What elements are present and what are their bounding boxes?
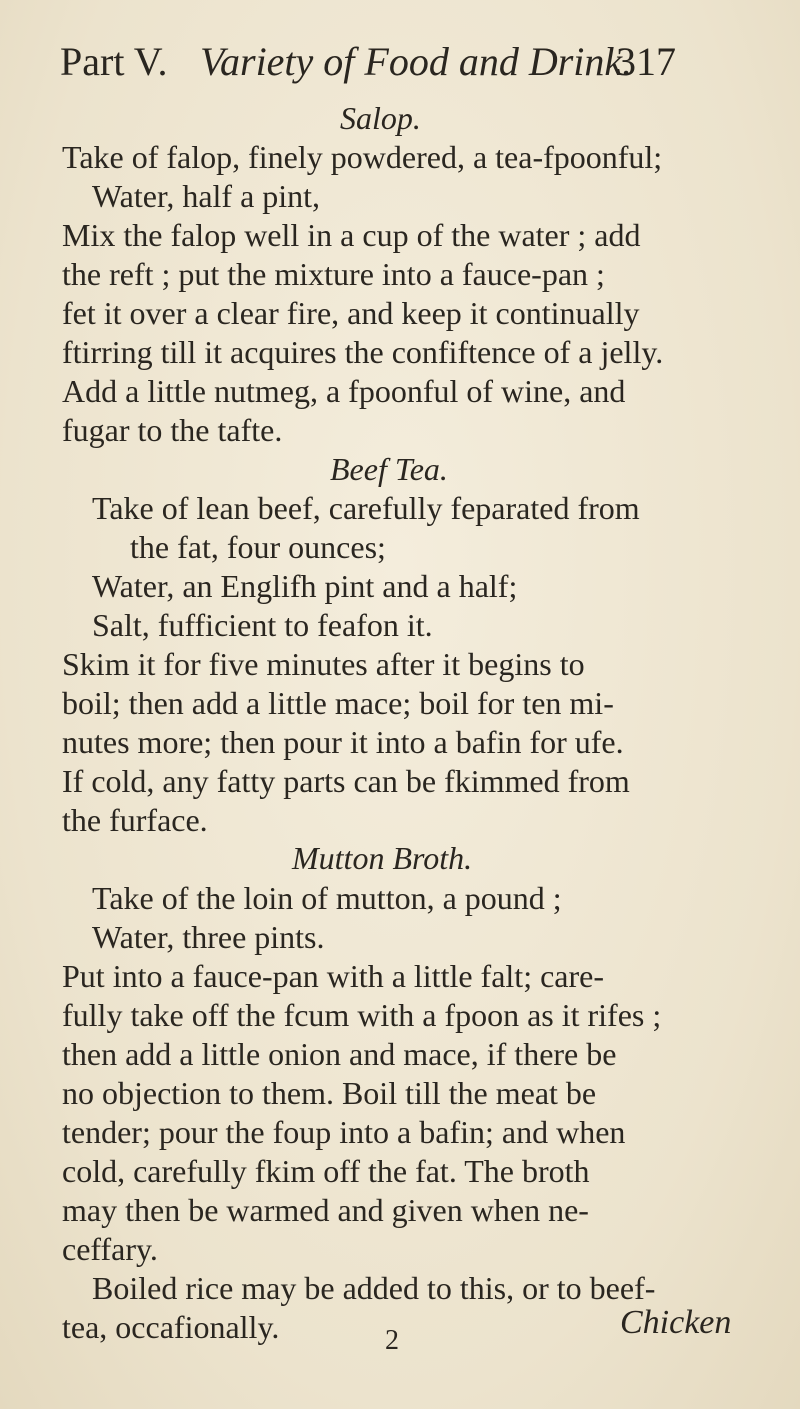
section-heading-beef-tea: Beef Tea. [330,451,448,487]
text-line: Water, half a pint, [92,178,321,214]
text-line: then add a little onion and mace, if there be [62,1036,617,1072]
text-line: may then be warmed and given when ne- [62,1192,589,1228]
text-line: Skim it for five minutes after it begins to [62,646,585,682]
text-line: the furface. [62,802,208,838]
text-line: Salt, fufficient to feafon it. [92,607,433,643]
text-line: Water, an Englifh pint and a half; [92,568,518,604]
section-heading-salop: Salop. [340,100,421,136]
text-line: no objection to them. Boil till the meat be [62,1075,597,1111]
page-number: 317 [616,39,676,84]
text-line: tea, occafionally. [62,1309,280,1345]
text-line: nutes more; then pour it into a bafin for ufe. [62,724,624,760]
text-line: Put into a fauce-pan with a little falt; care- [62,958,604,994]
section-heading-mutton-broth: Mutton Broth. [292,840,473,876]
text-line: Boiled rice may be added to this, or to beef- [92,1270,656,1306]
text-line: Take of lean beef, carefully feparated from [92,490,640,526]
text-line: boil; then add a little mace; boil for ten mi- [62,685,614,721]
text-line: Water, three pints. [92,919,325,955]
text-line: fugar to the tafte. [62,412,283,448]
signature-mark: 2 [385,1325,399,1356]
text-line: Add a little nutmeg, a fpoonful of wine, and [62,373,626,409]
text-line: ftirring till it acquires the confiftence of a jelly. [62,334,664,370]
text-line: If cold, any fatty parts can be fkimmed from [62,763,630,799]
text-line: Take of the loin of mutton, a pound ; [92,880,562,916]
running-head-part: Part V. [60,39,168,84]
text-line: fully take off the fcum with a fpoon as it rifes ; [62,997,662,1033]
text-line: cold, carefully fkim off the fat. The broth [62,1153,590,1189]
text-line: ceffary. [62,1231,158,1267]
running-head-title: Variety of Food and Drink. [200,39,633,84]
running-head [60,38,720,88]
text-line: fet it over a clear fire, and keep it continually [62,295,640,331]
text-line: tender; pour the foup into a bafin; and when [62,1114,626,1150]
text-line: the reft ; put the mixture into a fauce-pan ; [62,256,605,292]
text-line: the fat, four ounces; [130,529,386,565]
catchword: Chicken [620,1304,732,1341]
text-line: Take of falop, finely powdered, a tea-fpoonful; [62,139,663,175]
text-line: Mix the falop well in a cup of the water ; add [62,217,641,253]
